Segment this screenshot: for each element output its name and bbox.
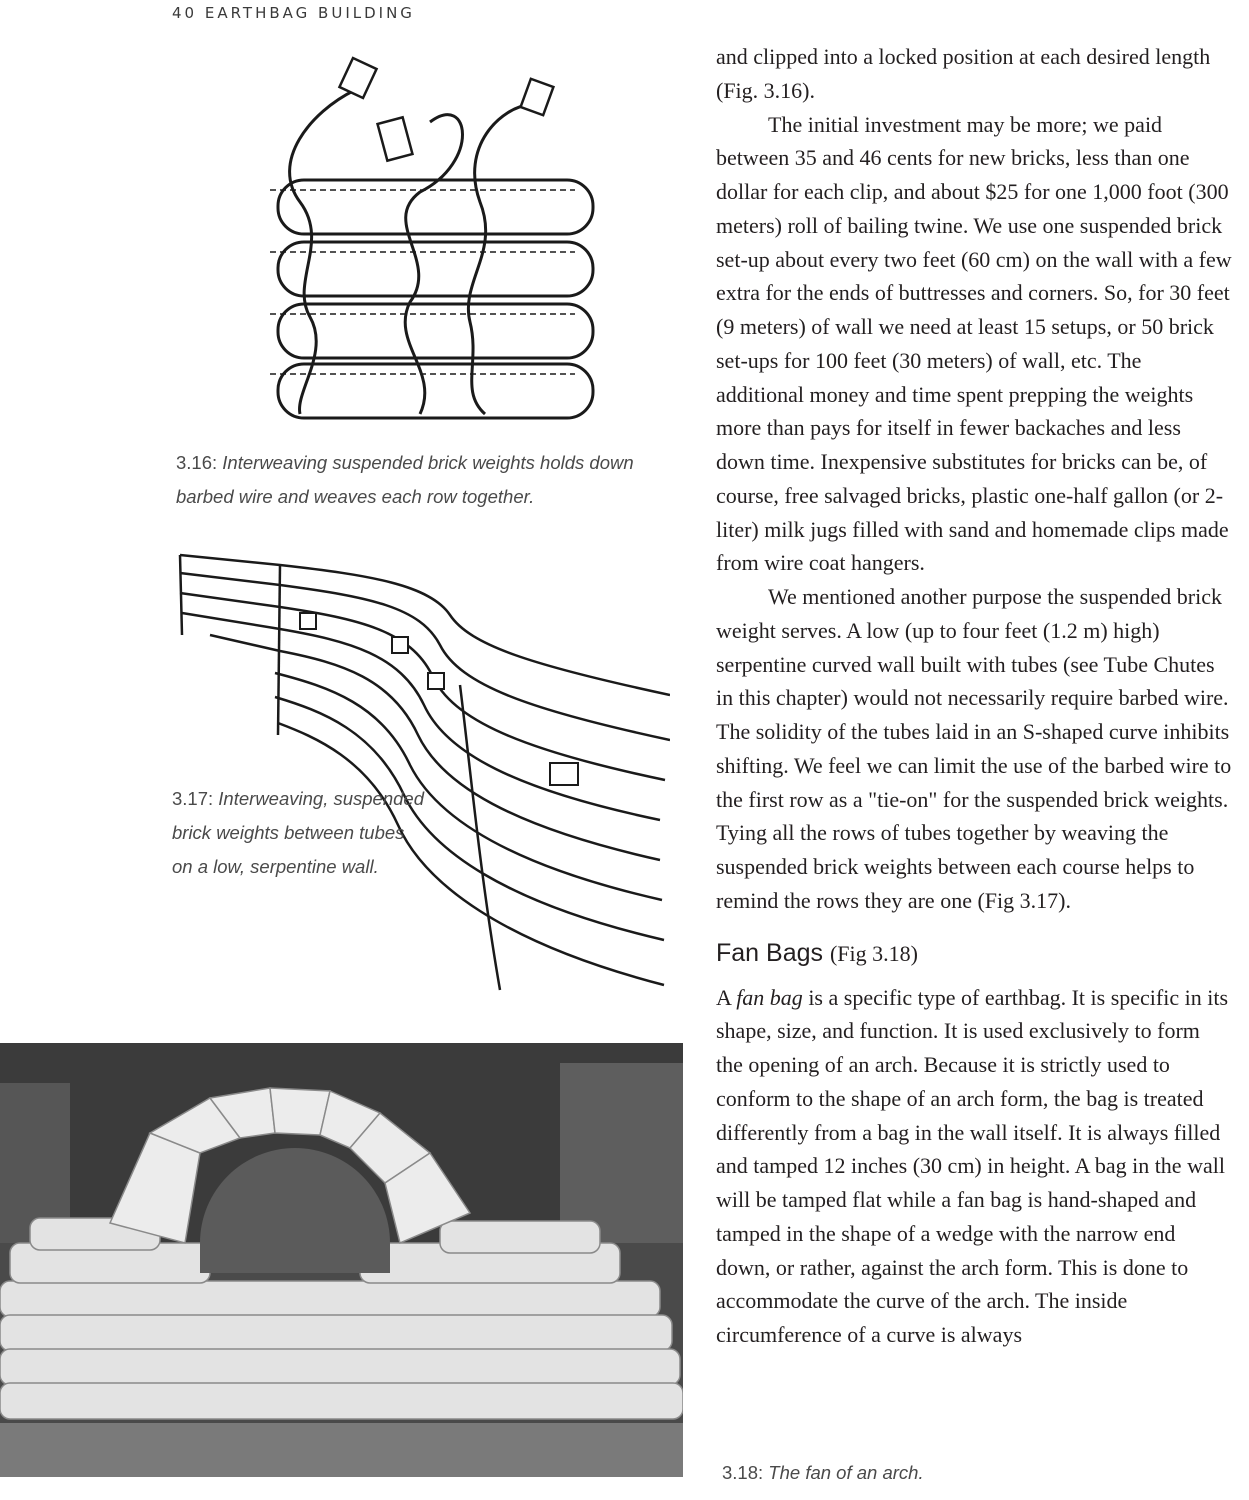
caption-text: Interweaving, suspended — [218, 788, 424, 809]
figure-number: 3.18: — [722, 1462, 764, 1483]
figure-number: 3.16: — [176, 452, 218, 473]
section-title: Fan Bags — [716, 938, 824, 967]
section-heading — [716, 936, 1232, 971]
paragraph-text: A — [716, 984, 737, 1010]
figure-3-18-photo — [0, 1043, 683, 1477]
figure-number: 3.17: — [172, 788, 214, 809]
figure-3-17-illustration — [170, 545, 670, 1010]
figure-3-16-caption — [176, 446, 676, 514]
paragraph: We mentioned another purpose the suspended brick weight serves. A low (up to four feet (1.2 m) high) serpentine curved wall built with tubes (see Tube Chutes in this chapter) would not necessarily require barbed wire. The solidity of the tubes laid in an S-shaped curve inhibits shifting. We feel we can limit the use of the barbed wire to the first row as a "tie-on" for the suspended brick weights. Tying all the rows of tubes together by weaving the suspended brick weights between each course helps to remind the rows they are one (Fig 3.17). — [716, 584, 1232, 913]
caption-text: brick weights between tubes — [172, 822, 405, 843]
caption-text: Interweaving suspended brick weights holds down — [222, 452, 634, 473]
emphasized-term: fan bag — [736, 984, 803, 1010]
paragraph-text: is a specific type of earthbag. It is specific in its shape, size, and function. It is used exclusively to form the opening of an arch. Because it is strictly used to conform to the shape of an arch form, the bag is treated differently from a bag in the wall itself. It is always filled and tamped 12 inches (30 cm) in height. A bag in the wall will be tamped flat while a fan bag is hand-shaped and tamped in the shape of a wedge with the narrow end down, or rather, against the arch form. This is done to accommodate the curve of the arch. The inside circumference of a curve is always — [716, 984, 1229, 1347]
paragraph — [716, 981, 1232, 1352]
figure-3-16-illustration — [270, 52, 605, 422]
caption-text: barbed wire and weaves each row together. — [176, 486, 535, 507]
body-text-column — [716, 40, 1232, 1352]
caption-text: on a low, serpentine wall. — [172, 856, 379, 877]
section-figure-reference: (Fig 3.18) — [829, 940, 918, 966]
paragraph: The initial investment may be more; we paid between 35 and 46 cents for new bricks, less than one dollar for each clip, and about $25 for one 1,000 foot (300 meters) roll of bailing twine. We use one suspended brick set-up about every two feet (60 cm) on the wall with a few extra for the ends of buttresses and corners. So, for 30 feet (9 meters) of wall we need at least 15 setups, or 50 brick set-ups for 100 feet (30 meters) of wall, etc. The additional money and time spent prepping the weights more than pays for itself in fewer backaches and less down time. Inexpensive substitutes for bricks can be, of course, free salvaged bricks, plastic one-half gallon (or 2-liter) milk jugs filled with sand and homemade clips made from wire coat hangers. — [716, 111, 1232, 576]
running-head: 40 EARTHBAG BUILDING — [172, 4, 415, 22]
paragraph: and clipped into a locked position at each desired length (Fig. 3.16). — [716, 44, 1211, 103]
caption-text: The fan of an arch. — [768, 1462, 924, 1483]
figure-3-17-caption — [172, 782, 462, 884]
figure-3-18-caption — [722, 1456, 1222, 1490]
